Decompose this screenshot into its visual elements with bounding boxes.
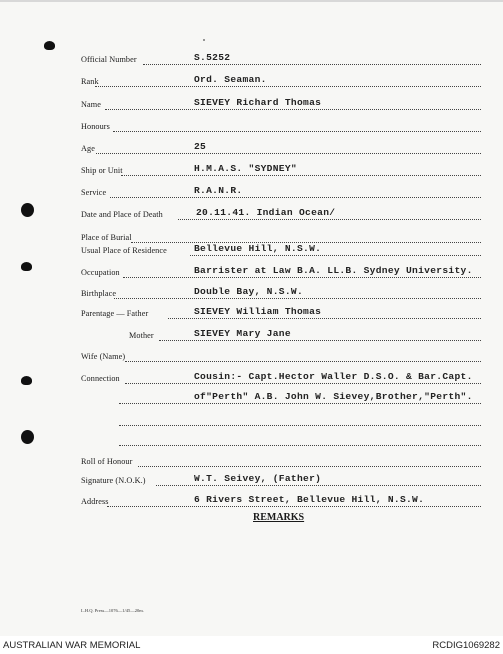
punch-hole — [21, 262, 32, 271]
field-label: Roll of Honour — [81, 457, 133, 466]
archive-footer — [0, 636, 503, 654]
form-row — [81, 74, 481, 88]
field-value: H.M.A.S. "SYDNEY" — [194, 163, 297, 174]
field-value: SIEVEY Mary Jane — [194, 328, 291, 339]
dotted-line — [95, 86, 481, 87]
form-row — [81, 52, 481, 66]
form-row — [81, 265, 481, 279]
field-label: Address — [81, 497, 109, 506]
dotted-line — [110, 197, 481, 198]
field-label: Ship or Unit — [81, 166, 123, 175]
field-label: Mother — [129, 331, 154, 340]
form-row — [81, 413, 481, 427]
form-row — [81, 207, 481, 221]
form-row — [81, 243, 481, 257]
dotted-line — [113, 131, 481, 132]
form-row — [81, 433, 481, 447]
dotted-line — [159, 340, 481, 341]
dotted-line — [119, 403, 481, 404]
field-label: Date and Place of Death — [81, 210, 163, 219]
dotted-line — [119, 445, 481, 446]
form-row — [81, 163, 481, 177]
form-row — [81, 473, 481, 487]
field-label: Signature (N.O.K.) — [81, 476, 146, 485]
field-value: 6 Rivers Street, Bellevue Hill, N.S.W. — [194, 494, 425, 505]
field-value: 20.11.41. Indian Ocean/ — [196, 207, 336, 218]
field-value: W.T. Seivey, (Father) — [194, 473, 322, 484]
dotted-line — [138, 466, 481, 467]
field-label: Occupation — [81, 268, 120, 277]
form-row — [81, 391, 481, 405]
field-value: of"Perth" A.B. John W. Sievey,Brother,"Perth". — [194, 391, 473, 402]
field-label: Wife (Name) — [81, 352, 126, 361]
form-row — [81, 185, 481, 199]
field-label: Age — [81, 144, 95, 153]
dotted-line — [190, 255, 481, 256]
field-label: Birthplace — [81, 289, 117, 298]
dotted-line — [125, 361, 481, 362]
form-row — [81, 286, 481, 300]
field-label: Rank — [81, 77, 99, 86]
form-row — [81, 230, 481, 244]
field-value: R.A.N.R. — [194, 185, 243, 196]
punch-hole — [44, 41, 55, 50]
form-row — [81, 328, 481, 342]
punch-hole — [21, 203, 34, 217]
paper-speck — [203, 39, 205, 41]
printer-note: L.H.Q. Press—1076—1/45—20m. — [81, 608, 144, 613]
remarks-heading: REMARKS — [253, 512, 305, 523]
field-value: Bellevue Hill, N.S.W. — [194, 243, 322, 254]
field-value: Cousin:- Capt.Hector Waller D.S.O. & Bar.Capt. — [194, 371, 473, 382]
field-label: Honours — [81, 122, 110, 131]
form-row — [81, 97, 481, 111]
punch-hole — [21, 430, 34, 444]
form-row — [81, 306, 481, 320]
dotted-line — [143, 64, 481, 65]
dotted-line — [105, 109, 481, 110]
field-label: Name — [81, 100, 101, 109]
form-row — [81, 494, 481, 508]
form-row — [81, 119, 481, 133]
field-label: Parentage — Father — [81, 309, 149, 318]
field-value: S.5252 — [194, 52, 231, 63]
dotted-line — [178, 219, 481, 220]
dotted-line — [168, 318, 481, 319]
form-row — [81, 349, 481, 363]
form-row — [81, 141, 481, 155]
punch-hole — [21, 376, 32, 385]
field-value: Double Bay, N.S.W. — [194, 286, 304, 297]
dotted-line — [96, 153, 481, 154]
field-label: Place of Burial — [81, 233, 132, 242]
dotted-line — [125, 383, 481, 384]
field-label: Service — [81, 188, 107, 197]
field-value: SIEVEY William Thomas — [194, 306, 322, 317]
archive-name: AUSTRALIAN WAR MEMORIAL — [3, 640, 141, 651]
field-value: Barrister at Law B.A. LL.B. Sydney University. — [194, 265, 473, 276]
dotted-line — [107, 506, 481, 507]
dotted-line — [121, 175, 481, 176]
field-value: Ord. Seaman. — [194, 74, 267, 85]
field-label: Official Number — [81, 55, 137, 64]
dotted-line — [123, 277, 481, 278]
field-label: Connection — [81, 374, 120, 383]
field-value: 25 — [194, 141, 207, 152]
form-row — [81, 371, 481, 385]
dotted-line — [119, 425, 481, 426]
form-row — [81, 454, 481, 468]
dotted-line — [156, 485, 481, 486]
archive-id: RCDIG1069282 — [432, 640, 500, 651]
dotted-line — [114, 298, 481, 299]
field-label: Usual Place of Residence — [81, 246, 167, 255]
field-value: SIEVEY Richard Thomas — [194, 97, 322, 108]
